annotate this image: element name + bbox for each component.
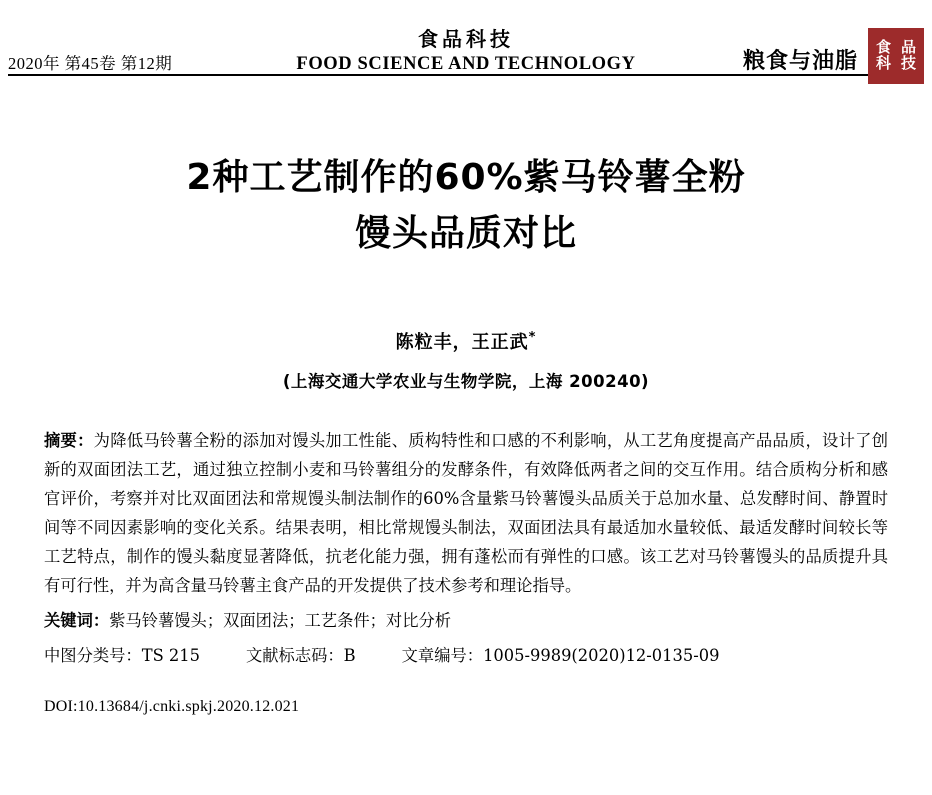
author-list [0, 328, 932, 354]
author-affiliation: (上海交通大学农业与生物学院，上海 200240) [282, 371, 650, 391]
article-id [402, 641, 720, 670]
page-header [0, 0, 932, 74]
clc-label: 中图分类号： [44, 645, 142, 665]
journal-title-en: FOOD SCIENCE AND TECHNOLOGY [296, 54, 636, 74]
abstract-text: 为降低马铃薯全粉的添加对馒头加工性能、质构特性和口感的不利影响，从工艺角度提高产品品质，设计了创新的双面团法工艺，通过独立控制小麦和马铃薯组分的发酵条件，有效降低两者之间的交互作用。结合质构分析和感官评价，考察并对比双面团法和常规馒头制法制作的60%含量紫马铃薯馒头品质关于总加水量、总发酵时间、静置时间等不同因素影响的变化关系。结果表明，相比常规馒头制法，双面团法具有最适加水量较低、最适发酵时间较长等工艺特点，制作的馒头黏度显著降低，抗老化能力强，拥有蓬松而有弹性的口感。该工艺对马铃薯馒头的品质提升具有可行性，并为高含量马铃薯主食产品的开发提供了技术参考和理论指导。 [44, 430, 888, 595]
author-names: 陈粒丰，王正武 [395, 331, 529, 353]
document-code-value: B [343, 645, 356, 665]
corresponding-author-mark: * [528, 329, 537, 345]
document-code [246, 641, 356, 670]
sponsor-name: 粮食与油脂 [742, 49, 858, 74]
keywords-text: 紫马铃薯馒头；双面团法；工艺条件；对比分析 [109, 610, 452, 630]
article-id-value: 1005-9989(2020)12-0135-09 [483, 645, 720, 665]
abstract-section [44, 426, 888, 600]
abstract-label: 摘要： [44, 430, 94, 450]
doi-text: DOI:10.13684/j.cnki.spkj.2020.12.021 [44, 697, 300, 715]
journal-seal-icon [868, 28, 924, 84]
page-title [0, 150, 932, 262]
seal-char-3: 科 [875, 54, 891, 72]
keywords-label: 关键词： [44, 610, 110, 630]
journal-title-cn: 食品科技 [418, 27, 514, 51]
seal-char-4: 技 [900, 54, 916, 72]
document-code-label: 文献标志码： [245, 645, 344, 665]
issue-info: 2020年 第45卷 第12期 [8, 54, 173, 73]
keywords-section [44, 606, 888, 635]
article-id-label: 文章编号： [401, 645, 484, 665]
title-line-1: 2种工艺制作的60%紫马铃薯全粉 [186, 157, 746, 198]
seal-char-1: 食 [875, 38, 891, 57]
seal-char-2: 品 [900, 38, 916, 57]
title-line-2: 馒头品质对比 [354, 212, 577, 254]
clc-value: TS 215 [141, 645, 200, 665]
clc-number [44, 641, 200, 670]
classification-line [44, 641, 888, 670]
